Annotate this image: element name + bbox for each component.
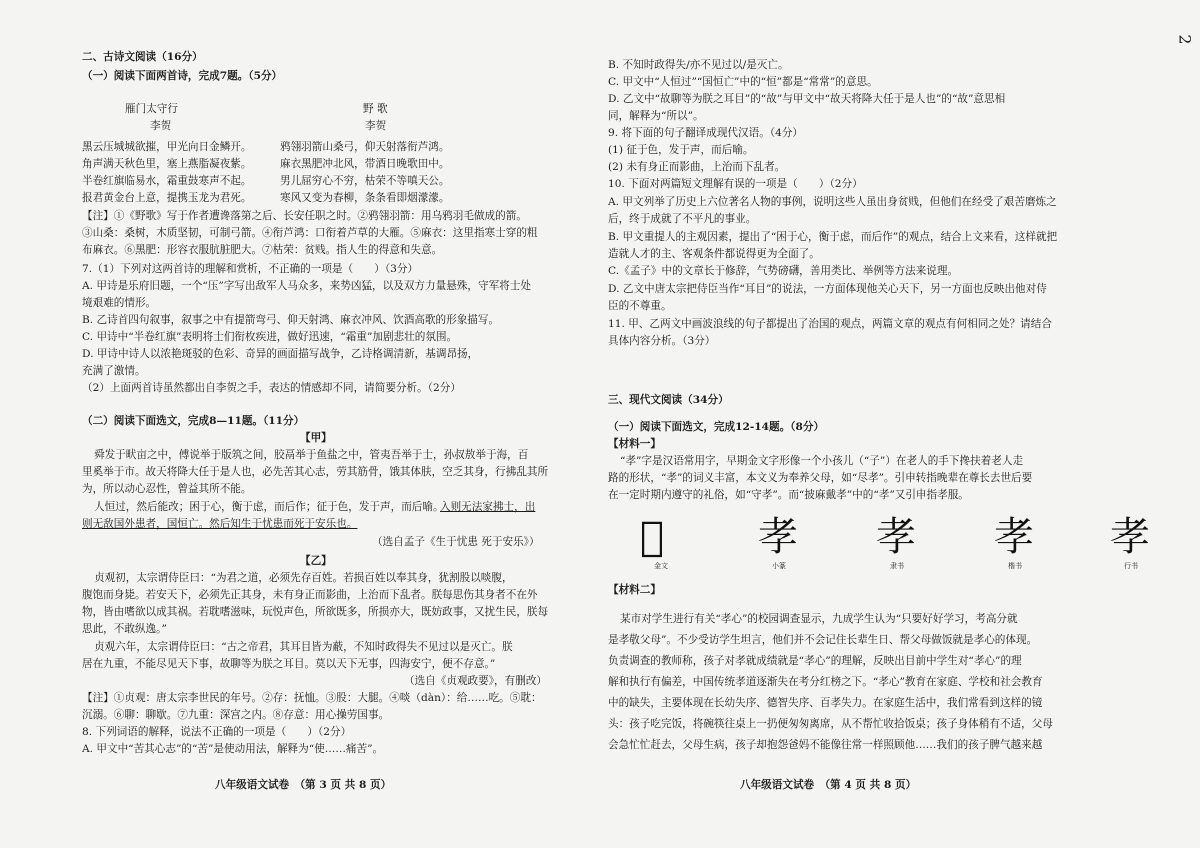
right-text-line: 后，终于成就了不平凡的事业。 [608,213,757,225]
xiao-glyph-caption: 隶书 [890,562,904,570]
left-text-line: 【甲】 [300,432,332,444]
left-text-line: 人恒过，然后能改；困于心，衡于虑，而后作；征于色，发于声，而后喻。 [94,501,444,513]
left-text-line: 入则无法家拂士，出 [440,501,536,513]
left-text-line: ③山桑：桑树，木质坚韧，可制弓箭。④衔芦鸿：口衔着芦草的大雁。⑤麻衣：这里指寒士穿的粗 [82,227,538,239]
right-text-line: 【材料二】 [608,584,661,596]
left-text-line: 麻衣黑肥冲北风，带酒日晚歌田中。 [280,158,450,170]
right-text-line: A. 甲文列举了历史上六位著名人物的事例，说明这些人虽出身贫贱，但他们在经受了艰苦磨炼之 [608,196,1057,208]
right-text-line: 臣的不尊重。 [608,300,672,312]
right-text-line: 9. 将下面的句子翻译成现代汉语。（4分） [608,127,804,139]
left-text-line: 布麻衣。⑥黑肥：形容衣服肮脏肥大。⑦枯荣：贫贱。指人生的得意和失意。 [82,244,443,256]
left-text-line: 里奚举于市。故天将降大任于是人也，必先苦其心志，劳其筋骨，饿其体肤，空乏其身，行拂乱其所 [82,466,549,478]
left-text-line: 沉溺。⑥聊：聊歇。⑦九重：深宫之内。⑧存意：用心操劳国事。 [82,709,390,721]
left-text-line: 【注】①《野歌》写于作者遭谗落第之后、长安任职之时。②鸦翎羽箭：用乌鸦羽毛做成的箭。 [82,210,527,222]
right-text-line: 同，解释为“所以”。 [608,110,704,122]
left-text-line: A. 甲诗是乐府旧题，一个“压”字写出敌军人马众多，来势凶猛，以及双方力量悬殊，守军将士处 [82,280,531,292]
xiao-glyph: 孝 [994,514,1034,560]
left-text-line: 7.（1）下列对这两首诗的理解和赏析，不正确的一项是（ ）（3分） [82,263,419,275]
left-text-line: （二）阅读下面选文，完成8—11题。（11分） [82,415,305,427]
left-text-line: 报君黄金台上意，提携玉龙为君死。 [82,192,252,204]
right-text-line: 是孝敬父母”。不少受访学生坦言，他们并不会记住长辈生日、帮父母做饭就是孝心的体现。 [608,634,1038,646]
left-text-line: （2）上面两首诗虽然都出自李贺之手，表达的情感却不同，请简要分析。（2分） [82,382,461,394]
right-text-line: （一）阅读下面选文，完成12-14题。（8分） [608,421,825,433]
left-text-line: 【乙】 [300,555,332,567]
xiao-glyph: 孝 [758,514,798,560]
left-text-line: B. 乙诗首四句叙事，叙事之中有提箭弯弓、仰天射鸿、麻衣冲风、饮酒高歌的形象描写。 [82,314,500,326]
left-text-line: 寒风又变为春柳，条条看即烟濛濛。 [280,192,450,204]
left-text-line: 李贺 [365,120,387,132]
left-text-line: 腹饱而身毙。若安天下，必须先正其身，未有身正而影曲，上治而下乱者。朕每思伤其身者不在外 [82,589,538,601]
right-page [600,0,1200,848]
left-text-line: 境艰难的情形。 [82,297,157,309]
right-text-line: 中的缺失，主要体现在长幼失序、德智失序、百孝失力。在家庭生活中，我们常看到这样的镜 [608,697,1043,709]
right-text-line: 负责调查的教师称，孩子对孝就成绩就是“孝心”的理解，反映出目前中学生对“孝心”的理 [608,655,1022,667]
xiao-glyph: 𦓏 [640,514,665,560]
right-text-line: B. 不知时政得失/亦不见过以/是灭亡。 [608,59,789,71]
right-text-line: (1) 征于色，发于声，而后喻。 [608,144,754,156]
left-text-line: 二、古诗文阅读（16分） [82,51,203,63]
right-text-line: 10. 下面对两篇短文理解有误的一项是（ ）（2分） [608,178,863,190]
right-text-line: D. 乙文中唐太宗把侍臣当作“耳目”的说法，一方面体现他关心天下，另一方面也反映出他对侍 [608,283,1047,295]
left-text-line: 8. 下列词语的解释，说法不正确的一项是（ ）（2分） [82,726,352,738]
left-text-line: 野 歌 [363,103,388,115]
xiao-glyph-evolution [640,515,1160,575]
right-text-line: 造就人才的主、客观条件都说得更为全面了。 [608,248,820,260]
left-text-line: 舜发于畎亩之中，傅说举于版筑之间，胶鬲举于鱼盐之中，管夷吾举于士，孙叔敖举于海，百 [94,449,529,461]
xiao-glyph: 孝 [876,514,916,560]
right-text-line: D. 乙文中“故聊等为朕之耳目”的“故”与甲文中“故天将降大任于是人也”的“故”意思相 [608,93,1006,105]
right-text-line: B. 甲文重提人的主观因素，提出了“困于心，衡于虑，而后作”的观点，结合上文来看，这样就把 [608,231,1058,243]
page-number-mark: 2 [1175,34,1195,45]
right-text-line: C. 甲文中“人恒过”“国恒亡”中的“恒”都是“常常”的意思。 [608,76,878,88]
left-text-line: 思此，不敢纵逸。” [82,623,167,635]
left-page-footer: 八年级语文试卷 （第 3 页 共 8 页） [215,779,392,791]
left-text-line: 雁门太守行 [125,103,178,115]
left-text-line: 贞观初，太宗谓侍臣曰：“为君之道，必须先存百姓。若损百姓以奉其身，犹割股以啖腹， [94,572,513,584]
right-text-line: 在一定时期内遵守的礼俗，如“守孝”。而“披麻戴孝”中的“孝”又引申指孝服。 [608,489,969,501]
left-text-line: 半卷红旗临易水，霜重鼓寒声不起。 [82,175,252,187]
xiao-glyph-caption: 行书 [1124,562,1138,570]
left-text-line: 充满了激情。 [82,365,146,377]
right-text-line: 会急忙忙赶去，父母生病，孩子却抱怨爸妈不能像往常一样照顾他……我们的孩子脾气越来越 [608,739,1043,751]
left-text-line: 物，皆由嗜欲以成其祸。若耽嗜滋味，玩悦声色，所欲既多，所损亦大，既妨政事，又扰生民，朕每 [82,606,549,618]
left-text-line: C. 甲诗中“半卷红旗”表明将士们衔枚疾进，做好迅速，“霜重”加剧悲壮的氛围。 [82,331,458,343]
left-text-line: 鸦翎羽箭山桑弓，仰天射落衔芦鸿。 [280,141,450,153]
right-text-line: (2) 未有身正而影曲，上治而下乱者。 [608,161,786,173]
left-text-line: 男儿屈穷心不穷，枯荣不等嗔天公。 [280,175,450,187]
left-text-line: 则无敌国外患者，国恒亡。然后知生于忧患而死于安乐也。 [82,518,358,530]
left-text-line: 贞观六年，太宗谓侍臣曰：“古之帝君，其耳目皆为蔽，不知时政得失不见过以是灭亡。朕 [94,641,513,653]
xiao-glyph: 孝 [1110,514,1150,560]
right-text-line: 路的形状，“孝”的词义丰富，本文义为奉养父母，如“尽孝”。引申转指晚辈在尊长去世后要 [608,472,1033,484]
right-text-line: “孝”字是汉语常用字，早期金文字形像一个小孩儿（“子”）在老人的手下搀扶着老人走 [620,455,1024,467]
xiao-glyph-caption: 楷书 [1008,562,1022,570]
left-text-line: 【注】①贞观：唐太宗李世民的年号。②存：抚恤。③股：大腿。④啖（dàn）：给……吃。⑤耽： [82,692,542,704]
left-text-line: 为，所以动心忍性，曾益其所不能。 [82,483,252,495]
left-text-line: 李贺 [150,120,172,132]
right-text-line: 解和执行有偏差，中国传统孝道逐渐失在考分红榜之下。“孝心”教育在家庭、学校和社会教育 [608,676,1043,688]
left-text-line: 角声满天秋色里，塞上燕脂凝夜紫。 [82,158,252,170]
right-text-line: 【材料一】 [608,438,661,450]
left-text-line: D. 甲诗中诗人以浓艳斑驳的色彩、奇异的画面描写战争，乙诗格调清新，基调昂扬， [82,348,479,360]
left-text-line: （选自孟子《生于忧患 死于安乐》） [372,536,540,548]
right-text-line: 具体内容分析。（3分） [608,335,716,347]
right-text-line: 头：孩子吃完饭，将碗筷往桌上一扔便匆匆离席，从不帮忙收拾饭桌；孩子身体稍有不适，父母 [608,718,1053,730]
left-text-line: （选自《贞观政要》，有删改） [404,675,548,687]
left-text-line: （一）阅读下面两首诗，完成7题。（5分） [82,70,283,82]
right-text-line: 三、现代文阅读（34分） [608,394,729,406]
right-text-line: 11. 甲、乙两文中画波浪线的句子都提出了治国的观点，两篇文章的观点有何相同之处？请结合 [608,318,1052,330]
right-text-line: 某市对学生进行有关“孝心”的校园调查显示，九成学生认为“只要好好学习，考高分就 [620,613,1018,625]
xiao-glyph-caption: 金文 [654,562,668,570]
left-text-line: A. 甲文中“苦其心志”的“苦”是使动用法，解释为“使……痛苦”。 [82,743,384,755]
left-text-line: 黑云压城城欲摧，甲光向日金鳞开。 [82,141,252,153]
right-text-line: C.《孟子》中的文章长于修辞，气势磅礴，善用类比、举例等方法来说理。 [608,265,959,277]
left-text-line: 居在九重，不能尽见天下事，故聊等为朕之耳目。莫以天下无事，四海安宁，便不存意。” [82,658,496,670]
right-page-footer: 八年级语文试卷 （第 4 页 共 8 页） [740,779,917,791]
xiao-glyph-caption: 小篆 [772,562,786,570]
